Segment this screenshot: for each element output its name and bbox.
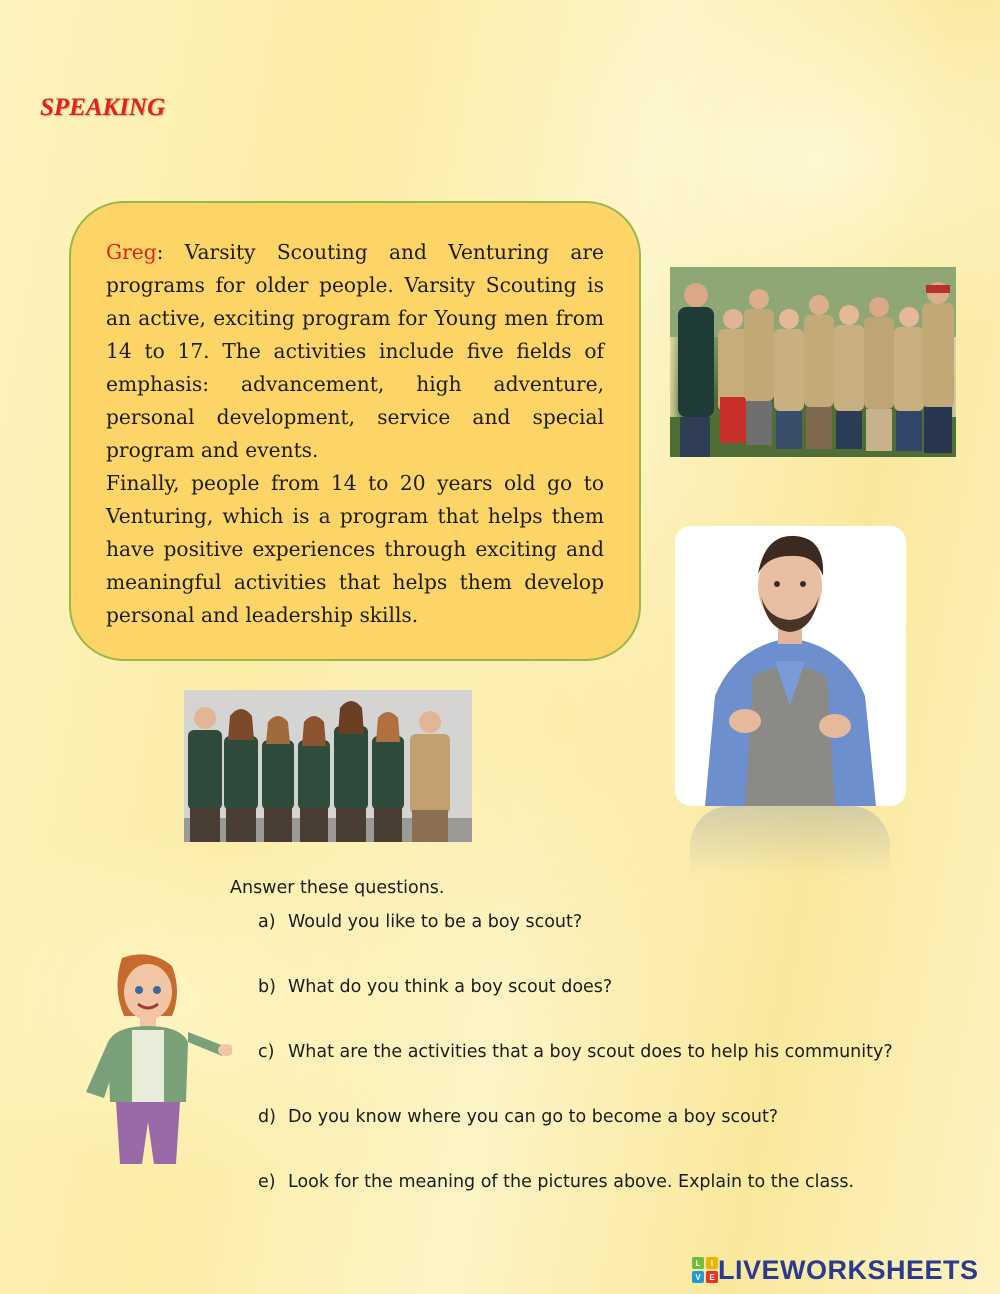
question-letter: c)	[258, 1042, 275, 1062]
questions-intro: Answer these questions.	[230, 878, 445, 898]
question-item	[258, 1107, 778, 1127]
liveworksheets-brand[interactable]	[692, 1254, 979, 1286]
liveworksheets-logo-icon	[692, 1257, 718, 1283]
man-illustration	[675, 526, 906, 806]
question-item	[258, 977, 612, 997]
dialogue-text-1: : Varsity Scouting and Venturing are programs for older people. Varsity Scouting is an active, exciting program for Young men from 14 to 17. The activities include five fields of emphasis: advancement, high adventure, personal development, service and special program and events.	[106, 240, 604, 462]
question-item	[258, 1042, 893, 1062]
question-text: What do you think a boy scout does?	[288, 977, 613, 997]
brand-name: LIVEWORKSHEETS	[718, 1254, 979, 1285]
teacher-cartoon	[72, 952, 232, 1166]
svg-text:L: L	[695, 1259, 701, 1268]
question-text: Look for the meaning of the pictures above. Explain to the class.	[288, 1172, 855, 1192]
svg-text:I: I	[710, 1259, 714, 1268]
man-in-vest-photo	[675, 526, 906, 806]
speaker-name: Greg	[106, 240, 157, 264]
svg-text:V: V	[695, 1273, 701, 1282]
question-text: Do you know where you can go to become a boy scout?	[288, 1107, 779, 1127]
dialogue-paragraph-2: Finally, people from 14 to 20 years old go to Venturing, which is a program that helps them have positive experiences through exciting and meaningful activities that helps them develop personal and leadership skills.	[106, 471, 604, 627]
dialogue-bubble	[69, 201, 641, 661]
venturers-group-photo	[184, 690, 472, 842]
boy-scouts-group-photo	[670, 267, 956, 457]
question-item	[258, 1172, 854, 1192]
man-photo-reflection	[690, 806, 890, 876]
question-letter: d)	[258, 1107, 276, 1127]
page-heading: SPEAKING	[40, 94, 166, 121]
question-letter: e)	[258, 1172, 276, 1192]
question-letter: a)	[258, 912, 276, 932]
question-item	[258, 912, 582, 932]
svg-text:E: E	[709, 1273, 715, 1282]
venturers-illustration	[184, 690, 472, 842]
dialogue-paragraph-1	[106, 236, 604, 467]
question-text: What are the activities that a boy scout does to help his community?	[288, 1042, 893, 1062]
question-text: Would you like to be a boy scout?	[288, 912, 583, 932]
teacher-illustration	[72, 952, 232, 1166]
question-letter: b)	[258, 977, 276, 997]
boy-scouts-illustration	[670, 267, 956, 457]
